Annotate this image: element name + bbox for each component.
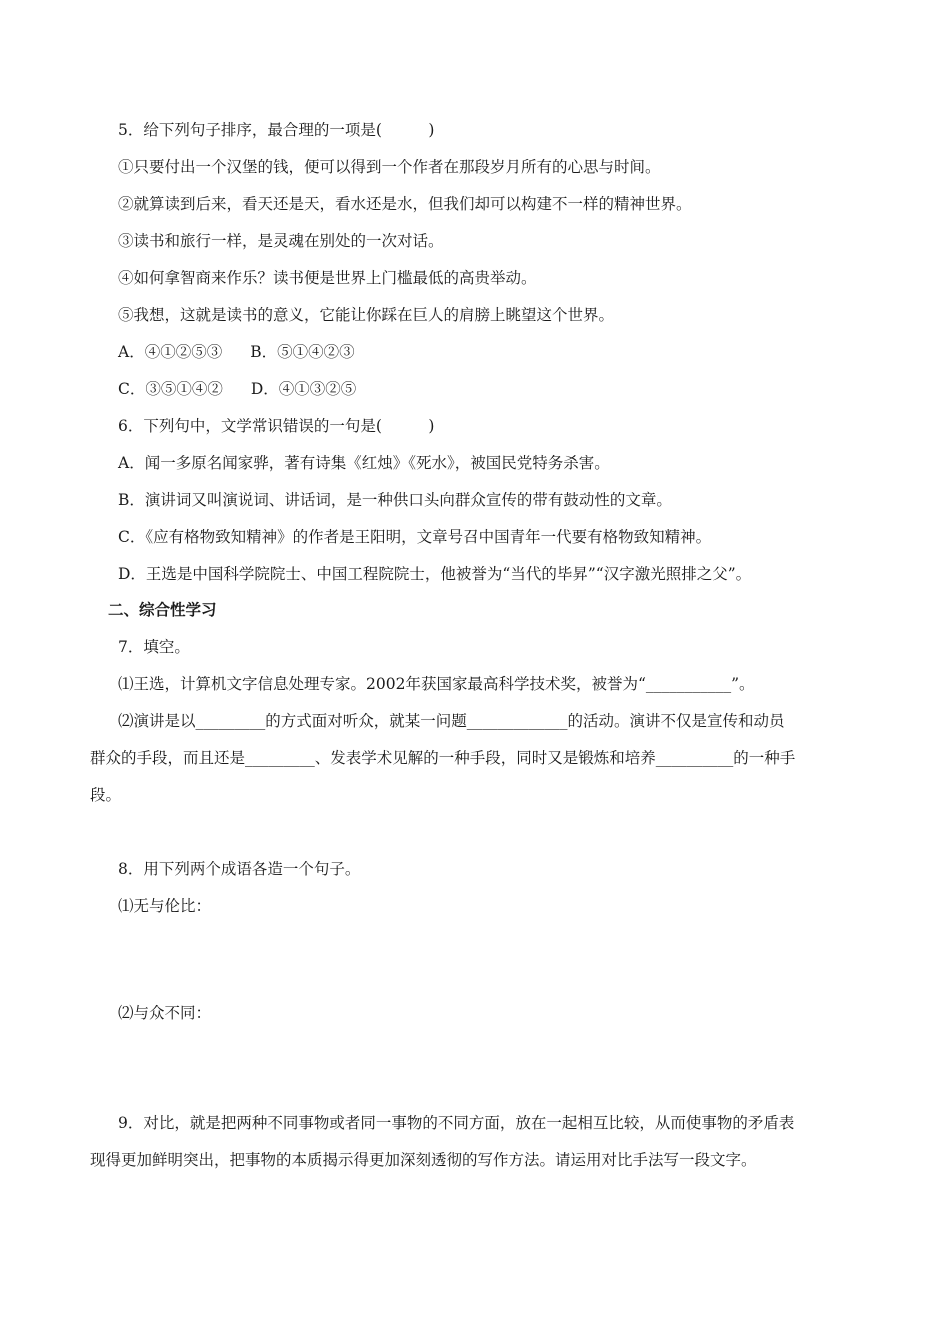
q5-sentence-2: ②就算读到后来，看天还是天，看水还是水，但我们却可以构建不一样的精神世界。: [118, 195, 692, 213]
q9-line-2: 现得更加鲜明突出，把事物的本质揭示得更加深刻透彻的写作方法。请运用对比手法写一段文字。: [90, 1151, 757, 1169]
q7-stem: 7．填空。: [118, 638, 190, 656]
q8-part-2: ⑵与众不同：: [118, 1004, 212, 1022]
q5-sentence-4: ④如何拿智商来作乐？读书便是世界上门槛最低的高贵举动。: [118, 269, 537, 287]
q5-option-d: D．④①③②⑤: [250, 380, 357, 398]
q9-line-1: 9．对比，就是把两种不同事物或者同一事物的不同方面，放在一起相互比较，从而使事物的矛盾表: [118, 1114, 795, 1132]
q7-part-2-line-2: 群众的手段，而且还是_________、发表学术见解的一种手段，同时又是锻炼和培养__________的一种手: [90, 749, 796, 767]
q6-option-b: B．演讲词又叫演说词、讲话词，是一种供口头向群众宣传的带有鼓动性的文章。: [118, 491, 672, 509]
q6-option-c: C．《应有格物致知精神》的作者是王阳明，文章号召中国青年一代要有格物致知精神。: [118, 528, 712, 546]
q6-option-a: A．闻一多原名闻家骅，著有诗集《红烛》《死水》，被国民党特务杀害。: [118, 454, 610, 472]
section-heading: 二、综合性学习: [108, 601, 217, 619]
q5-stem: 5．给下列句子排序，最合理的一项是( ): [118, 121, 435, 139]
q5-sentence-1: ①只要付出一个汉堡的钱，便可以得到一个作者在那段岁月所有的心思与时间。: [118, 158, 661, 176]
q5-options-row-2: [118, 379, 356, 399]
q5-option-c: C．③⑤①④②: [118, 380, 223, 398]
q6-stem: 6．下列句中，文学常识错误的一句是( ): [118, 417, 435, 435]
q8-stem: 8．用下列两个成语各造一个句子。: [118, 860, 361, 878]
q7-part-2-line-1: ⑵演讲是以_________的方式面对听众，就某一问题_____________的活动。演讲不仅是宣传和动员: [118, 712, 785, 730]
q5-options-row-1: [118, 342, 355, 362]
q6-option-d: D．王选是中国科学院院士、中国工程院院士，他被誉为“当代的毕昇”“汉字激光照排之父”。: [118, 565, 752, 583]
q5-option-b: B．⑤①④②③: [250, 343, 355, 361]
q7-part-1: ⑴王选，计算机文字信息处理专家。2002年获国家最高科学技术奖，被誉为“___________”。: [118, 675, 755, 693]
q8-part-1: ⑴无与伦比：: [118, 897, 212, 915]
q5-option-a: A．④①②⑤③: [118, 343, 223, 361]
q5-sentence-3: ③读书和旅行一样，是灵魂在别处的一次对话。: [118, 232, 444, 250]
q5-sentence-5: ⑤我想，这就是读书的意义，它能让你踩在巨人的肩膀上眺望这个世界。: [118, 306, 615, 324]
q7-part-2-line-3: 段。: [90, 786, 122, 804]
